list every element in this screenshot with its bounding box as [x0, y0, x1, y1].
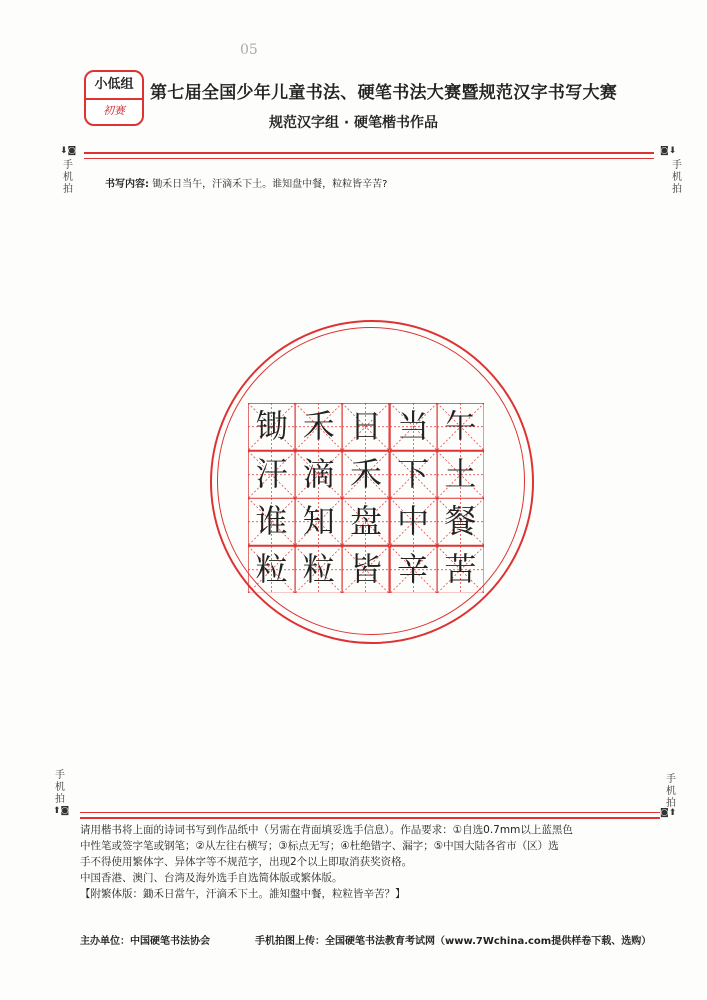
camera-icon: ⬇◙	[60, 146, 77, 156]
bottom-rule-1	[80, 812, 660, 813]
grid-character: 中	[397, 502, 430, 540]
grid-character: 餐	[444, 502, 477, 540]
side-label-top-right: 手机拍	[672, 160, 682, 195]
grid-cell	[390, 498, 437, 546]
grid-character: 汗	[255, 454, 288, 493]
badge-round-label: 初赛	[103, 104, 125, 117]
badge-group-label: 小低组	[86, 72, 142, 100]
instruction-line: 手不得使用繁体字、异体字等不规范字，出现2个以上即取消获奖资格。	[80, 856, 413, 868]
camera-icon: ◙⬆	[660, 808, 677, 818]
grid-character: 下	[397, 454, 430, 493]
grid-cell	[342, 403, 389, 451]
grid-cell	[437, 498, 484, 546]
instructions	[80, 822, 660, 902]
grid-character: 知	[302, 502, 335, 540]
grid-cell	[342, 546, 389, 594]
page-subtitle: 规范汉字组 · 硬笔楷书作品	[268, 115, 439, 131]
side-label-top-left: 手机拍	[63, 160, 73, 195]
grid-character: 禾	[302, 407, 335, 445]
instruction-line: 中性笔或签字笔或钢笔；②从左往右横写；③标点无写；④杜绝错字、漏字；⑤中国大陆各省市（区）选	[80, 840, 559, 852]
grid-cell	[437, 403, 484, 451]
grid-character: 禾	[349, 454, 382, 493]
grid-cell	[437, 451, 484, 499]
grid-character: 土	[444, 454, 477, 493]
footer-upload: 手机拍图上传：全国硬笔书法教育考试网（www.7Wchina.com提供样卷下载、选购）	[255, 936, 652, 947]
grid-character: 粒	[255, 549, 288, 588]
grid-cell	[295, 498, 342, 546]
top-rule-2	[84, 158, 654, 159]
grid-character: 滴	[302, 454, 335, 493]
grid-character: 锄	[255, 407, 288, 445]
camera-icon: ◙⬇	[660, 146, 677, 156]
grid-cell	[295, 546, 342, 594]
grid-cell	[295, 403, 342, 451]
grid-cell	[342, 498, 389, 546]
grid-character: 皆	[349, 549, 382, 588]
grid-cell	[295, 451, 342, 499]
top-rule-1	[84, 152, 654, 154]
grid-character: 日	[349, 407, 382, 445]
instruction-line: 【附繁体版：鋤禾日當午，汗滴禾下土。誰知盤中餐，粒粒皆辛苦？】	[80, 888, 406, 900]
grid-character: 当	[397, 407, 430, 445]
grid-cell	[248, 498, 295, 546]
grid-cell	[342, 451, 389, 499]
grid-cell	[390, 451, 437, 499]
grid-cell	[248, 403, 295, 451]
footer-organizer: 主办单位：中国硬笔书法协会	[80, 936, 210, 947]
page-title: 第七届全国少年儿童书法、硬笔书法大赛暨规范汉字书写大赛	[150, 83, 618, 103]
writing-content-text: 锄禾日当午，汗滴禾下土。谁知盘中餐，粒粒皆辛苦?	[152, 179, 388, 190]
side-label-bottom-right: 手机拍	[666, 774, 676, 809]
grid-character: 谁	[255, 502, 288, 540]
grid-cell	[248, 451, 295, 499]
grid-character: 苦	[444, 549, 477, 588]
writing-content-label: 书写内容:	[105, 179, 149, 190]
instruction-line: 中国香港、澳门、台湾及海外选手自选简体版或繁体版。	[80, 872, 343, 884]
side-label-bottom-left: 手机拍	[55, 770, 65, 805]
handwritten-number: 05	[240, 42, 258, 58]
grid-cell	[248, 546, 295, 594]
instruction-line: 请用楷书将上面的诗词书写到作品纸中（另需在背面填妥选手信息）。作品要求：①自选0.7mm以上蓝黑色	[80, 824, 573, 836]
camera-icon: ⬆◙	[53, 806, 70, 816]
writing-content	[105, 175, 388, 190]
grid-cell	[390, 546, 437, 594]
grid-cell	[437, 546, 484, 594]
grid-character: 午	[444, 407, 477, 445]
grid-cell	[390, 403, 437, 451]
calligraphy-grid	[248, 403, 484, 593]
grid-character: 粒	[302, 549, 335, 588]
grid-character: 盘	[349, 502, 382, 540]
bottom-rule-2	[80, 817, 660, 819]
grid-character: 辛	[397, 549, 430, 588]
